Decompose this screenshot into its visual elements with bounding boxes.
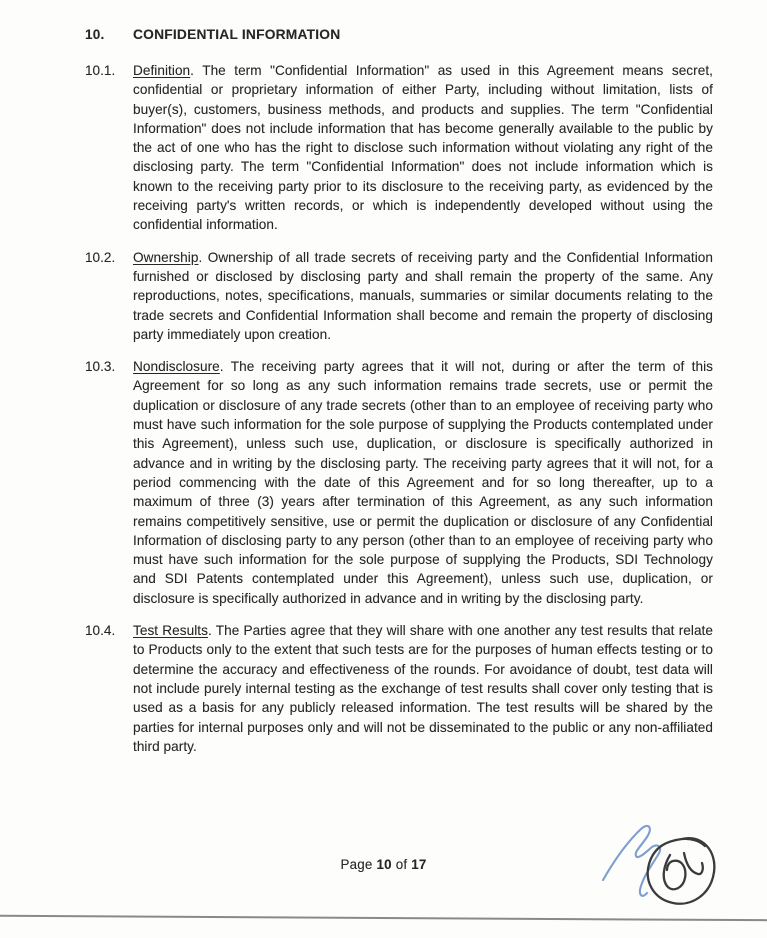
footer-page-number: 10 <box>376 857 392 872</box>
page-title: CONFIDENTIAL INFORMATION <box>133 27 341 42</box>
clause-number: 10.4. <box>85 623 116 639</box>
clause-text <box>133 248 713 344</box>
clause-title-sep: . <box>190 63 194 78</box>
clause-text <box>133 61 713 235</box>
section-10-2 <box>85 248 713 344</box>
clause-title-sep: . <box>219 359 224 375</box>
page-content <box>85 27 713 769</box>
clause-body: Ownership of all trade secrets of receiving party and the Confidential Information furnished or disclosed by disclosing party and shall remain the property of the same. Any reproductions, notes, specifications, manuals, summaries or similar documents relating to the trade secrets and Confidential Information shall become and remain the property of disclosing party immediately upon creation. <box>133 249 713 342</box>
clause-text <box>133 621 713 756</box>
footer-of-label: of <box>391 857 412 872</box>
clause-title: Test Results <box>133 623 208 639</box>
clause-body: The Parties agree that they will share with one another any test results that relate to Products only to the extent that such tests are for the purposes of human effects testing or to determine the accuracy and effectiveness of the rounds. For avoidance of doubt, test data will not include purely internal testing as the exchange of test results shall cover only testing that is used as a basis for any publicly released information. The test results will be shared by the parties for internal purposes only and will not be disseminated to the public or any non-affiliated third party. <box>133 623 713 754</box>
clause-number: 10.1. <box>85 63 116 78</box>
signature-initials <box>585 808 735 918</box>
heading-number: 10. <box>85 27 105 42</box>
footer-total-pages: 17 <box>411 857 427 872</box>
section-heading <box>85 27 713 42</box>
clause-title: Nondisclosure <box>133 359 220 375</box>
circled-initials-icon <box>648 838 715 904</box>
clause-title: Ownership <box>133 249 199 265</box>
section-10-1 <box>85 61 713 235</box>
clause-title-sep: . <box>198 249 203 265</box>
footer-prefix: Page <box>340 857 377 872</box>
handwritten-blue-initials-icon <box>603 826 660 896</box>
section-10-3 <box>85 357 713 608</box>
clause-number: 10.2. <box>85 249 116 265</box>
clause-number: 10.3. <box>85 359 116 375</box>
clause-body: The term "Confidential Information" as used in this Agreement means secret, confidential or proprietary information of either Party, including without limitation, lists of buyer(s), customers, business methods, and products and supplies. The term "Confidential Information" does not include information that has become generally available to the public by the act of one who has the right to disclose such information without violating any right of the disclosing party. The term "Confidential Information" does not include information which is known to the receiving party prior to its disclosure to the receiving party, as evidenced by the receiving party's written records, or which is independently developed without using the confidential information. <box>133 63 713 233</box>
clause-title-sep: . <box>208 623 212 639</box>
clause-text <box>133 357 713 608</box>
clause-body: The receiving party agrees that it will not, during or after the term of this Agreement for so long as any such information remains trade secrets, use or permit the duplication or disclosure of any trade secrets (other than to an employee of receiving party who must have such information for the sole purpose of supplying the Products contemplated under this Agreement), unless such use, duplication, or disclosure is specifically authorized in advance and in writing by the disclosing party. The receiving party agrees that it will not, for a period commencing with the date of this Agreement and for so long thereafter, up to a maximum of three (3) years after termination of this Agreement, as any such information remains competitively sensitive, use or permit the duplication or disclosure of any Confidential Information of disclosing party to any person (other than to an employee of receiving party who must have such information for the sole purpose of supplying the Products, SDI Technology and SDI Patents contemplated under this Agreement), unless such use, duplication, or disclosure is specifically authorized in advance and in writing by the disclosing party. <box>133 359 713 606</box>
section-10-4 <box>85 621 713 756</box>
clause-title: Definition <box>133 63 191 78</box>
